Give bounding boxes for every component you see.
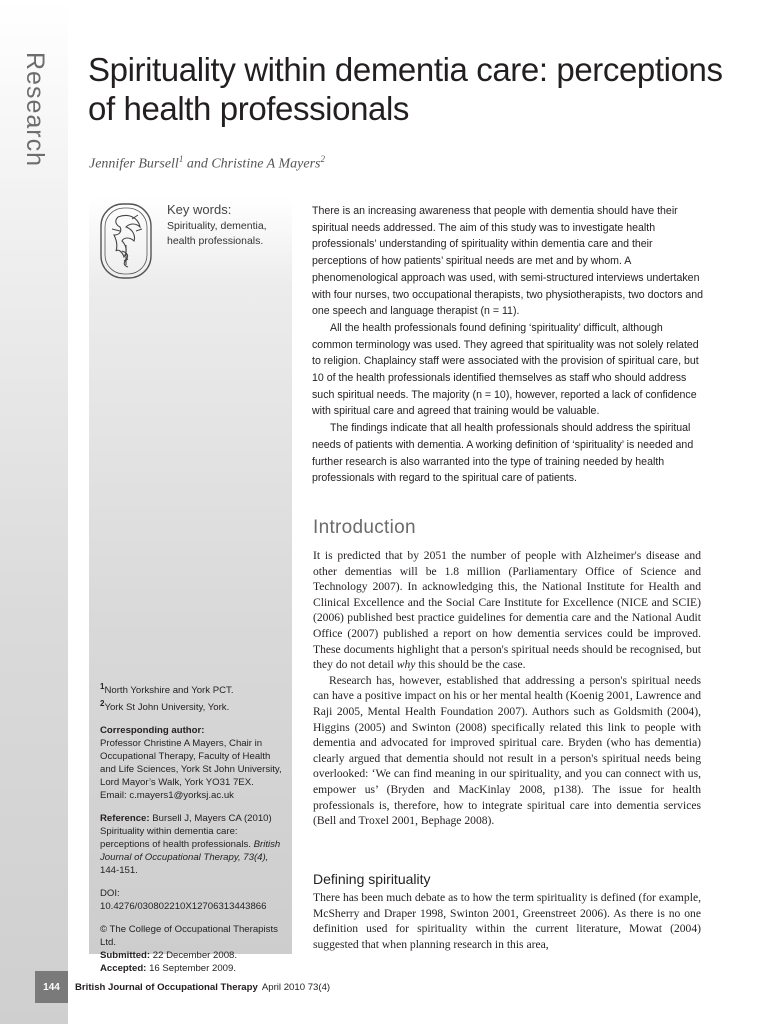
article-notes xyxy=(100,680,288,975)
affiliation-2: $^2$York St John University, York. xyxy=(100,699,230,714)
keywords-heading: Key words: xyxy=(167,202,232,217)
citation-reference: Reference: Bursell J, Mayers CA (2010) Spirituality within dementia care: perceptions of health professionals. British Journal of Occupational Therapy, 73(4), 144-151. xyxy=(100,813,281,877)
submitted-date: Submitted: 22 December 2008. xyxy=(100,950,238,962)
footer-journal-line xyxy=(75,982,330,993)
page-number: 144 xyxy=(35,971,68,1003)
corresponding-author-label: Corresponding author: xyxy=(100,725,205,737)
introduction-body xyxy=(313,548,701,829)
introduction-heading: Introduction xyxy=(313,517,416,538)
author-joiner: and xyxy=(186,156,208,172)
abstract-paragraph: There is an increasing awareness that people with dementia should have their spiritual needs addressed. The aim of this study was to investigate health professionals’ understanding of spirituality within dementia care and their perceptions of how patients’ spiritual needs are met and by whom. A phenomenological approach was used, with semi-structured interviews undertaken with four nurses, two occupational therapists, two physiotherapists, two doctors and one speech and language therapist (n = 11). xyxy=(312,205,703,318)
body-paragraph: It is predicted that by 2051 the number of people with Alzheimer's disease and other dementias will be 1.8 million (Parliamentary Office of Science and Technology 2007). In acknowledging this, the National Institute for Health and Clinical Excellence and the Social Care Institute for Excellence (NICE and SCIE) (2006) published best practice guidelines for dementia care and the National Audit Office (2007) published a report on how dementia services could be improved. These documents highlight that a person's spiritual needs should be recognised, but they do not detail why this should be the case. xyxy=(313,549,701,672)
accepted-date: Accepted: 16 September 2009. xyxy=(100,963,237,975)
abstract-paragraph: All the health professionals found defining ‘spirituality’ difficult, although common terminology was used. They agreed that spirituality was not solely related to religion. Chaplaincy staff were associated with the provision of spiritual care, but 10 of the health professionals identified themselves as staff who should address such spiritual needs. The majority (n = 10), however, reported a lack of confidence with spiritual care and agreed that training would be valuable. xyxy=(312,321,699,418)
abstract xyxy=(312,203,704,487)
footer-issue-date: April 2010 73(4) xyxy=(261,982,331,993)
abstract-paragraph: The findings indicate that all health professionals should address the spiritual needs of patients with dementia. A working definition of ‘spirituality’ is needed and further research is also warranted into the type of training needed by health professionals with regard to the spiritual care of patients. xyxy=(312,422,694,485)
defining-spirituality-heading: Defining spirituality xyxy=(313,871,431,887)
body-paragraph: There has been much debate as to how the term spirituality is defined (for example, McSherry and Draper 1998, Swinton 2001, Greenstreet 2006). As there is no one definition used for spirituality within the current literature, Mowat (2004) suggested that when planning research in this area, xyxy=(313,891,701,951)
journal-emblem-icon xyxy=(98,201,154,281)
authors-line xyxy=(89,154,325,173)
side-strip xyxy=(0,0,68,1024)
footer-journal-name: British Journal of Occupational Therapy xyxy=(75,982,258,993)
section-label: Research xyxy=(21,52,49,167)
author-2-affil: 2 xyxy=(320,154,325,164)
body-paragraph: Research has, however, established that addressing a person's spiritual needs can have a positive impact on his or her mental health (Koenig 2001, Lawrence and Raji 2005, Mental Health Foundation 2007). Authors such as Goldsmith (2004), Higgins (2005) and Swinton (2008) specifically related this link to people with dementia and advocated for improved spiritual care. Bryden (who has dementia) clearly argued that dementia should not result in a person's spiritual needs being overlooked: ‘We can find meaning in our spirituality, and you can connect with us, empower us’ (Bryden and MacKinlay 2008, p138). The issue for health professionals is, therefore, how to integrate spiritual care into dementia services (Bell and Troxel 2001, Bephage 2008). xyxy=(313,673,701,828)
affiliation-1: $^1$North Yorkshire and York PCT. xyxy=(100,682,234,697)
author-2: Christine A Mayers xyxy=(211,156,321,172)
corresponding-author-email[interactable]: Email: c.mayers1@yorksj.ac.uk xyxy=(100,790,234,802)
keywords-list: Spirituality, dementia, health professionals. xyxy=(167,220,267,247)
copyright: © The College of Occupational Therapists Ltd. xyxy=(100,924,278,949)
author-1-affil: 1 xyxy=(178,154,184,164)
defining-spirituality-body xyxy=(313,890,701,952)
article-title: Spirituality within dementia care: perceptions of health professionals xyxy=(88,51,723,127)
doi[interactable]: DOI: 10.4276/030802210X12706313443866 xyxy=(100,888,267,913)
corresponding-author-address: Professor Christine A Mayers, Chair in Occupational Therapy, Faculty of Health and Life Sciences, York St John University, Lord Mayor’s Walk, York YO31 7EX. xyxy=(100,738,282,789)
author-1: Jennifer Bursell xyxy=(89,156,179,172)
